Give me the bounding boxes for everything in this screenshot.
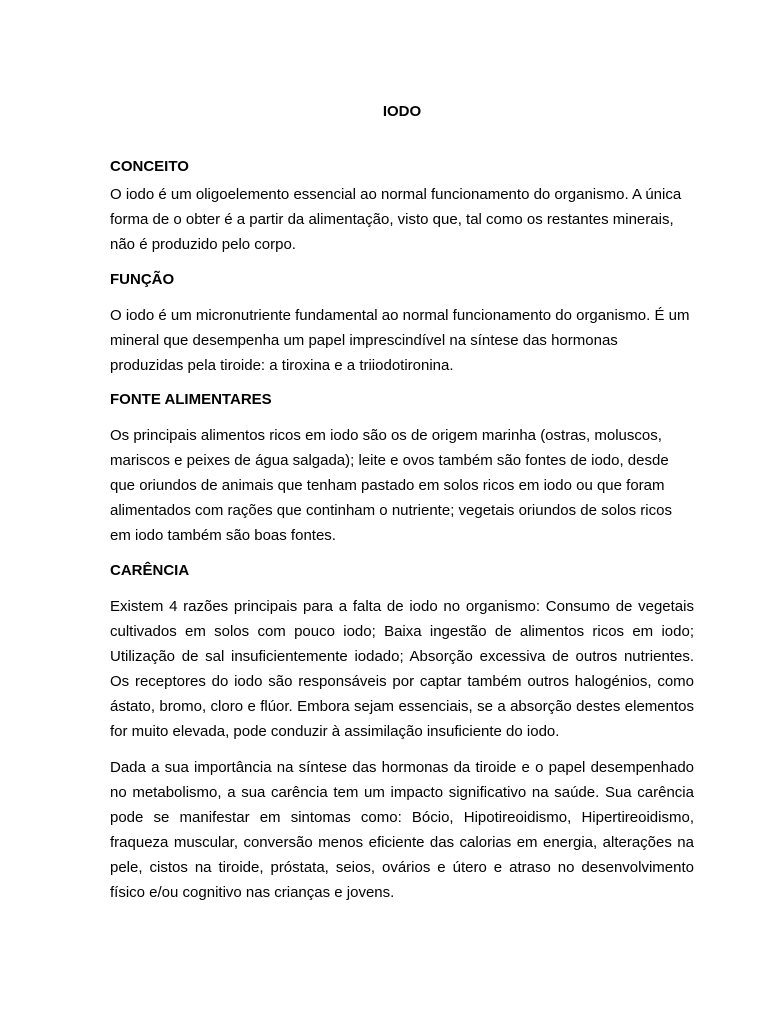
paragraph-carencia-2: Dada a sua importância na síntese das hormonas da tiroide e o papel desempenhado no metabolismo, a sua carência tem um impacto significativo na saúde. Sua carência pode se manifestar em sintomas como: Bócio, Hipotireoidismo, Hipertireoidismo, fraqueza muscular, conversão menos eficiente das calorias em energia, alterações na pele, cistos na tiroide, próstata, seios, ovários e útero e atraso no desenvolvimento físico e/ou cognitivo nas crianças e jovens.	[110, 759, 694, 901]
heading-conceito: CONCEITO	[110, 158, 189, 175]
paragraph-carencia-1: Existem 4 razões principais para a falta de iodo no organismo: Consumo de vegetais cultivados em solos com pouco iodo; Baixa ingestão de alimentos ricos em iodo; Utilização de sal insuficientemente iodado; Absorção excessiva de outros nutrientes. Os receptores do iodo são responsáveis por captar também outros halogénios, como ástato, bromo, cloro e flúor. Embora sejam essenciais, se a absorção destes elementos for muito elevada, pode conduzir à assimilação insuficiente do iodo.	[110, 598, 694, 740]
document-title: IODO	[382, 103, 422, 120]
paragraph-fonte-alimentares: Os principais alimentos ricos em iodo são os de origem marinha (ostras, moluscos, mariscos e peixes de água salgada); leite e ovos também são fontes de iodo, desde que oriundos de animais que tenham pastado em solos ricos em iodo ou que foram alimentados com rações que continham o nutriente; vegetais oriundos de solos ricos em iodo também são boas fontes.	[110, 427, 672, 544]
heading-fonte-alimentares: FONTE ALIMENTARES	[110, 391, 272, 408]
paragraph-funcao: O iodo é um micronutriente fundamental ao normal funcionamento do organismo. É um mineral que desempenha um papel imprescindível na síntese das hormonas produzidas pela tiroide: a tiroxina e a triiodotironina.	[110, 307, 690, 374]
paragraph-conceito: O iodo é um oligoelemento essencial ao normal funcionamento do organismo. A única forma de o obter é a partir da alimentação, visto que, tal como os restantes minerais, não é produzido pelo corpo.	[110, 186, 682, 253]
heading-funcao: FUNÇÃO	[110, 271, 175, 288]
heading-carencia: CARÊNCIA	[110, 562, 190, 579]
